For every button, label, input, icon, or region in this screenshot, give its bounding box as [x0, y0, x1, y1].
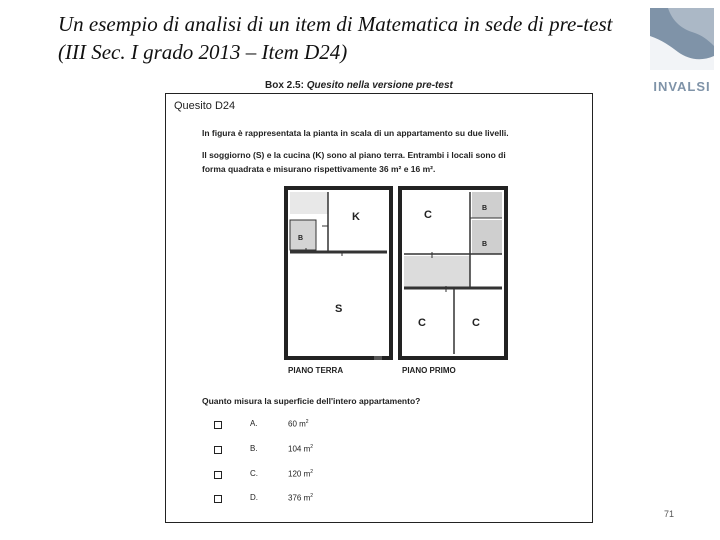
invalsi-logo-mark [648, 6, 716, 76]
invalsi-logo-word: INVALSI [653, 79, 711, 94]
option-a-number: 60 m [288, 419, 306, 429]
item-label: Quesito D24 [174, 100, 236, 112]
option-b-letter: B. [250, 444, 258, 453]
floor-plans [282, 186, 512, 361]
ground-room-k: K [352, 211, 360, 223]
option-a-value [288, 419, 348, 429]
first-room-b-1: B [482, 205, 488, 212]
option-c-number: 120 m [288, 469, 311, 479]
option-d-checkbox[interactable] [214, 495, 222, 503]
box-caption [265, 80, 453, 91]
ground-room-b: B [298, 235, 304, 242]
item-text-line-3: forma quadrata e misurano rispettivamente 36 m² e 16 m². [202, 164, 436, 174]
page-number: 71 [664, 509, 675, 519]
ground-room-s: S [335, 303, 343, 315]
box-label: Box 2.5: [265, 80, 304, 91]
option-b-exponent: 2 [310, 444, 314, 450]
option-d-exponent: 2 [310, 493, 314, 499]
option-c-checkbox[interactable] [214, 471, 222, 479]
first-room-c-3: C [472, 317, 480, 329]
slide-title: Un esempio di analisi di un item di Matematica in sede di pre-test (III Sec. I grado 2013 – Item D24) [58, 12, 613, 64]
first-room-c-2: C [418, 317, 426, 329]
first-room-b-2: B [482, 241, 488, 248]
ground-small-room [290, 192, 328, 214]
option-c-value [288, 469, 348, 479]
option-d-letter: D. [250, 493, 258, 502]
option-a-letter: A. [250, 419, 258, 428]
first-bathroom-2 [472, 220, 502, 254]
option-d-number: 376 m [288, 493, 311, 503]
ground-floor-plan [286, 188, 391, 360]
option-c-exponent: 2 [310, 469, 314, 475]
item-text-line-2: Il soggiorno (S) e la cucina (K) sono al piano terra. Entrambi i locali sono di [202, 150, 506, 160]
option-d-value [288, 493, 348, 503]
item-panel [165, 93, 593, 523]
option-a-exponent: 2 [305, 419, 309, 425]
item-text-line-1: In figura è rappresentata la pianta in scala di un appartamento su due livelli. [202, 128, 509, 138]
box-caption-text: Quesito nella versione pre-test [306, 80, 453, 91]
option-b-value [288, 444, 348, 454]
first-floor-caption: PIANO PRIMO [402, 366, 456, 375]
option-c-letter: C. [250, 469, 258, 478]
first-room-c-1: C [424, 209, 432, 221]
first-corridor [404, 256, 470, 288]
invalsi-logo [648, 6, 716, 94]
question-text: Quanto misura la superficie dell'intero appartamento? [202, 396, 421, 406]
ground-floor-caption: PIANO TERRA [288, 366, 344, 375]
option-b-checkbox[interactable] [214, 446, 222, 454]
option-b-number: 104 m [288, 444, 311, 454]
first-floor-plan [400, 188, 506, 358]
option-a-checkbox[interactable] [214, 421, 222, 429]
